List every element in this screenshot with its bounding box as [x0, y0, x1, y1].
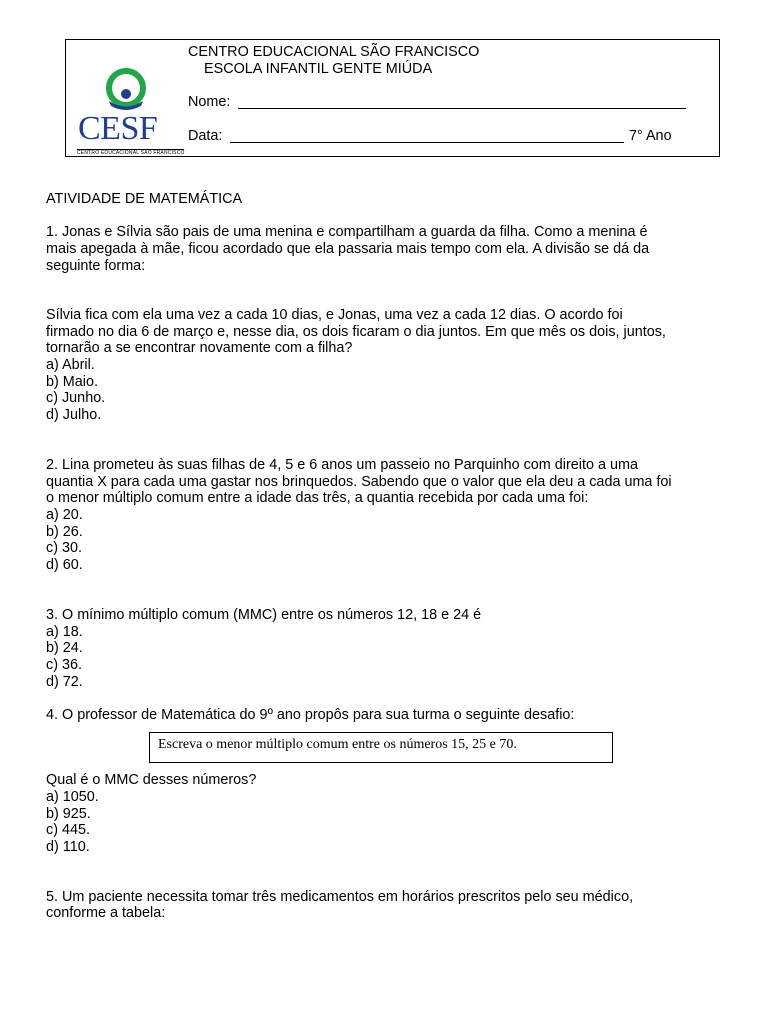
q3-option-d: d) 72. — [46, 674, 83, 690]
q4-option-d: d) 110. — [46, 839, 90, 855]
q4-option-b: b) 925. — [46, 806, 91, 822]
q2-option-a: a) 20. — [46, 507, 83, 523]
q3-option-c: c) 36. — [46, 657, 82, 673]
q2-option-d: d) 60. — [46, 557, 83, 573]
q2-line-3: o menor múltiplo comum entre a idade das três, a quantia recebida por cada uma foi: — [46, 490, 589, 506]
name-field-line[interactable] — [238, 108, 686, 109]
logo-text: CESF — [78, 110, 158, 147]
date-label: Data: — [188, 128, 223, 144]
grade-label: 7° Ano — [629, 128, 672, 144]
q3-text: 3. O mínimo múltiplo comum (MMC) entre os números 12, 18 e 24 é — [46, 607, 482, 623]
school-subname: ESCOLA INFANTIL GENTE MIÚDA — [204, 61, 433, 77]
cesf-logo-icon — [101, 68, 151, 113]
q1-option-b: b) Maio. — [46, 374, 98, 390]
school-name: CENTRO EDUCACIONAL SÃO FRANCISCO — [188, 44, 480, 60]
q3-option-a: a) 18. — [46, 624, 83, 640]
q1-body-line-2: firmado no dia 6 de março e, nesse dia, os dois ficaram o dia juntos. Em que mês os dois, juntos, — [46, 324, 666, 340]
q1-intro-line-1: 1. Jonas e Sílvia são pais de uma menina e compartilham a guarda da filha. Como a menina é — [46, 224, 648, 240]
q4-option-c: c) 445. — [46, 822, 90, 838]
q1-body-line-3: tornarão a se encontrar novamente com a filha? — [46, 340, 353, 356]
q3-option-b: b) 24. — [46, 640, 83, 656]
q2-line-1: 2. Lina prometeu às suas filhas de 4, 5 e 6 anos um passeio no Parquinho com direito a uma — [46, 457, 638, 473]
q1-intro-line-3: seguinte forma: — [46, 258, 146, 274]
q1-option-c: c) Junho. — [46, 390, 106, 406]
logo-subtitle: CENTRO EDUCACIONAL SÃO FRANCISCO — [77, 150, 185, 156]
q1-option-d: d) Julho. — [46, 407, 102, 423]
q2-option-c: c) 30. — [46, 540, 82, 556]
date-field-line[interactable] — [230, 142, 624, 143]
q1-option-a: a) Abril. — [46, 357, 95, 373]
header-box — [65, 39, 720, 157]
q1-intro-line-2: mais apegada à mãe, ficou acordado que ela passaria mais tempo com ela. A divisão se dá da — [46, 241, 650, 257]
q2-option-b: b) 26. — [46, 524, 83, 540]
q4-challenge-text: Escreva o menor múltiplo comum entre os números 15, 25 e 70. — [158, 737, 517, 752]
q1-body-line-1: Sílvia fica com ela uma vez a cada 10 dias, e Jonas, uma vez a cada 12 dias. O acordo foi — [46, 307, 623, 323]
q4-question: Qual é o MMC desses números? — [46, 772, 257, 788]
q5-line-2: conforme a tabela: — [46, 905, 166, 921]
q4-challenge-box — [149, 732, 613, 763]
q5-line-1: 5. Um paciente necessita tomar três medicamentos em horários prescritos pelo seu médico, — [46, 889, 634, 905]
q2-line-2: quantia X para cada uma gastar nos brinquedos. Sabendo que o valor que ela deu a cada uma foi — [46, 474, 672, 490]
q4-option-a: a) 1050. — [46, 789, 99, 805]
q4-text: 4. O professor de Matemática do 9º ano propôs para sua turma o seguinte desafio: — [46, 707, 575, 723]
activity-title: ATIVIDADE DE MATEMÁTICA — [46, 191, 243, 207]
name-label: Nome: — [188, 94, 231, 110]
school-logo — [74, 68, 185, 156]
